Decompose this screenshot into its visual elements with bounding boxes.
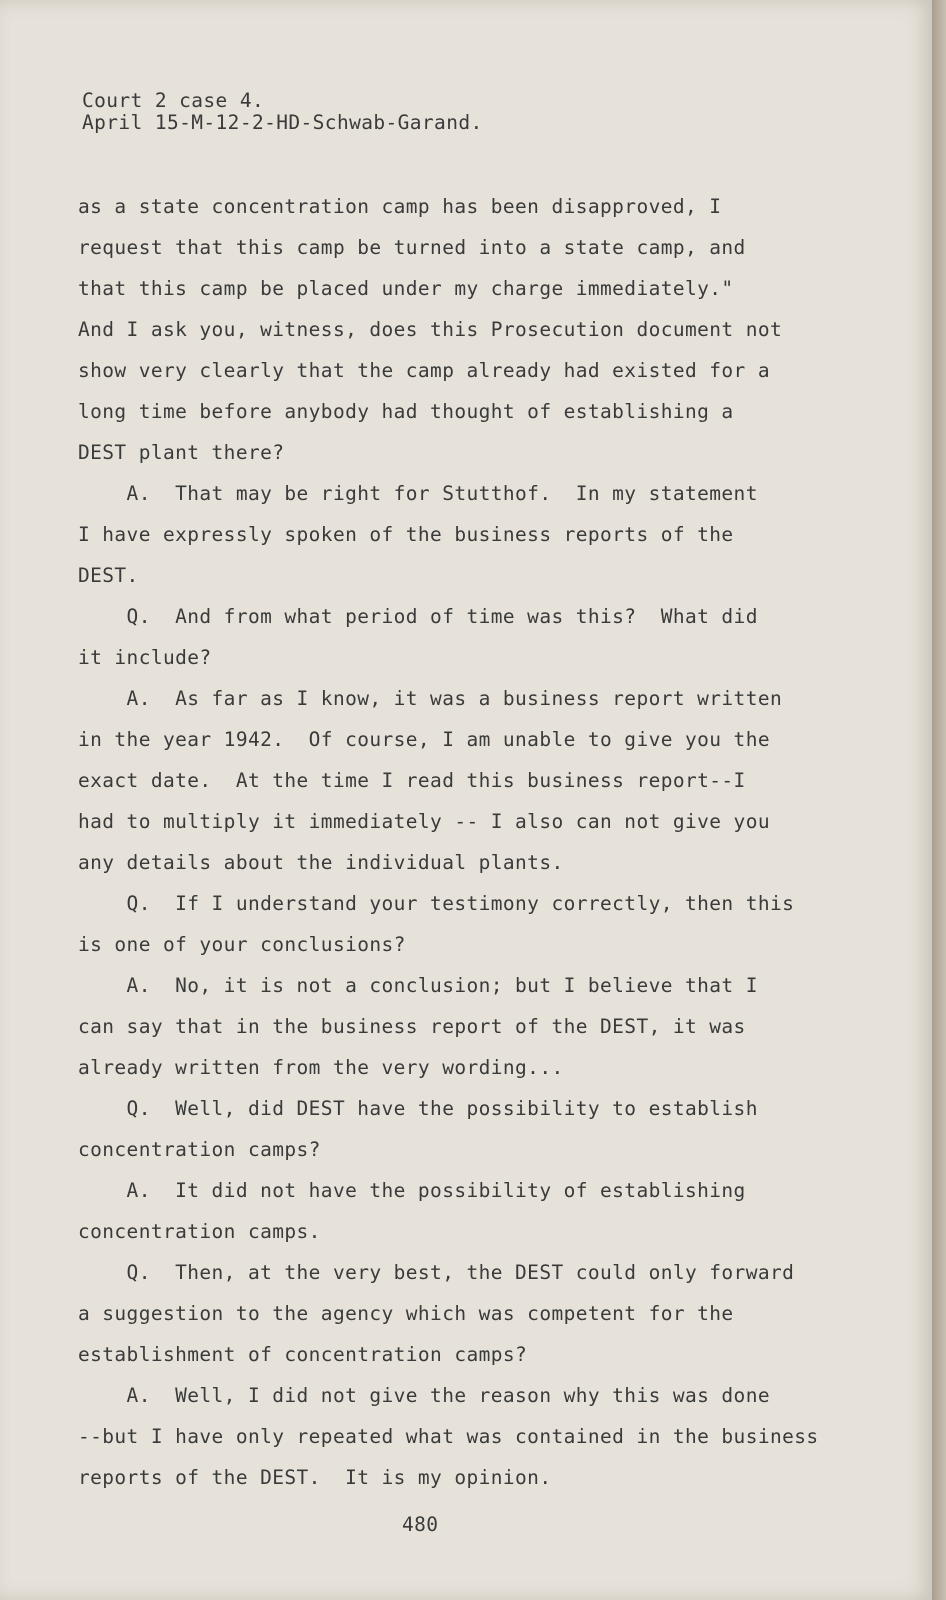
transcript-line: can say that in the business report of the DEST, it was — [78, 1015, 746, 1038]
transcript-line: already written from the very wording... — [78, 1056, 564, 1079]
transcript-line: show very clearly that the camp already had existed for a — [78, 359, 770, 382]
transcript-line: A. That may be right for Stutthof. In my statement — [78, 482, 758, 505]
transcript-line: request that this camp be turned into a state camp, and — [78, 236, 746, 259]
transcript-line: Q. Well, did DEST have the possibility to establish — [78, 1097, 758, 1120]
transcript-line: A. No, it is not a conclusion; but I believe that I — [78, 974, 758, 997]
transcript-line: had to multiply it immediately -- I also can not give you — [78, 810, 770, 833]
transcript-line: A. It did not have the possibility of establishing — [78, 1179, 746, 1202]
transcript-line: as a state concentration camp has been disapproved, I — [78, 195, 722, 218]
transcript-line: long time before anybody had thought of establishing a — [78, 400, 734, 423]
transcript-line: Q. If I understand your testimony correctly, then this — [78, 892, 795, 915]
transcript-line: any details about the individual plants. — [78, 851, 564, 874]
transcript-line: I have expressly spoken of the business reports of the — [78, 523, 734, 546]
transcript-line: DEST plant there? — [78, 441, 285, 464]
transcript-line: concentration camps? — [78, 1138, 321, 1161]
case-header — [82, 90, 483, 134]
transcript-body — [78, 186, 838, 1498]
transcript-line: exact date. At the time I read this business report--I — [78, 769, 746, 792]
transcript-line: it include? — [78, 646, 212, 669]
header-date-line: April 15-M-12-2-HD-Schwab-Garand. — [82, 111, 483, 134]
header-court-line: Court 2 case 4. — [82, 89, 265, 112]
transcript-line: Q. Then, at the very best, the DEST could only forward — [78, 1261, 795, 1284]
transcript-line: that this camp be placed under my charge immediately." — [78, 277, 734, 300]
transcript-line: reports of the DEST. It is my opinion. — [78, 1466, 552, 1489]
page-edge — [932, 0, 946, 1600]
transcript-line: establishment of concentration camps? — [78, 1343, 528, 1366]
page-number: 480 — [402, 1513, 439, 1536]
transcript-line: a suggestion to the agency which was competent for the — [78, 1302, 734, 1325]
transcript-line: is one of your conclusions? — [78, 933, 406, 956]
transcript-line: concentration camps. — [78, 1220, 321, 1243]
transcript-line: in the year 1942. Of course, I am unable to give you the — [78, 728, 770, 751]
transcript-line: Q. And from what period of time was this? What did — [78, 605, 758, 628]
transcript-line: DEST. — [78, 564, 139, 587]
transcript-line: A. Well, I did not give the reason why this was done — [78, 1384, 770, 1407]
transcript-line: --but I have only repeated what was contained in the business — [78, 1425, 819, 1448]
transcript-line: And I ask you, witness, does this Prosecution document not — [78, 318, 783, 341]
transcript-line: A. As far as I know, it was a business report written — [78, 687, 783, 710]
